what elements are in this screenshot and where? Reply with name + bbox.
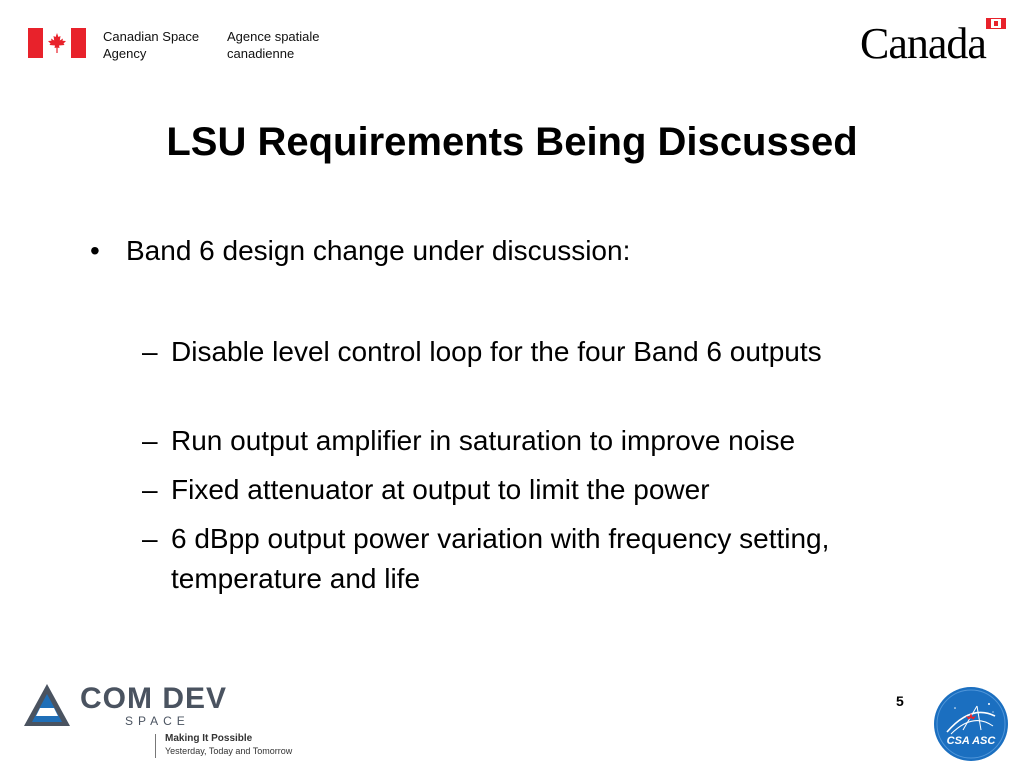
comdev-logo bbox=[24, 684, 324, 764]
agency-name-french bbox=[227, 28, 320, 62]
mini-flag-icon bbox=[986, 18, 1006, 29]
slide-title: LSU Requirements Being Discussed bbox=[166, 120, 858, 164]
csa-logo-icon bbox=[933, 686, 1009, 762]
page-number: 5 bbox=[896, 693, 904, 709]
bullet-text: Band 6 design change under discussion: bbox=[126, 235, 631, 266]
company-name: COM DEV bbox=[80, 682, 228, 715]
agency-fr-line2: canadienne bbox=[227, 46, 295, 61]
sub-bullet-text: Fixed attenuator at output to limit the power bbox=[171, 474, 710, 505]
agency-fr-line1: Agence spatiale bbox=[227, 29, 320, 44]
company-tagline-sub: Yesterday, Today and Tomorrow bbox=[165, 746, 293, 756]
bullet-dot: • bbox=[90, 235, 100, 266]
canada-wordmark-text: Canada bbox=[860, 19, 986, 68]
sub-bullet-text: 6 dBpp output power variation with frequency setting, temperature and life bbox=[171, 523, 830, 594]
canada-wordmark bbox=[860, 14, 1006, 68]
agency-en-line1: Canadian Space bbox=[103, 29, 200, 44]
tagline-divider bbox=[155, 734, 156, 758]
sub-bullet-dash: – bbox=[142, 336, 158, 367]
comdev-logo-icon bbox=[24, 684, 70, 726]
sub-bullet-dash: – bbox=[142, 523, 158, 554]
company-division: SPACE bbox=[125, 714, 190, 728]
maple-leaf-icon bbox=[45, 31, 69, 55]
sub-bullet-text: Disable level control loop for the four Band 6 outputs bbox=[171, 336, 822, 367]
sub-bullet-dash: – bbox=[142, 474, 158, 505]
canada-flag-icon bbox=[28, 28, 86, 58]
sub-bullet-text: Run output amplifier in saturation to improve noise bbox=[171, 425, 796, 456]
csa-badge-text: CSA ASC bbox=[946, 735, 996, 747]
agency-en-line2: Agency bbox=[103, 46, 147, 61]
company-tagline: Making It Possible bbox=[165, 733, 253, 744]
agency-name-english bbox=[103, 28, 199, 62]
sub-bullet-dash: – bbox=[142, 425, 158, 456]
